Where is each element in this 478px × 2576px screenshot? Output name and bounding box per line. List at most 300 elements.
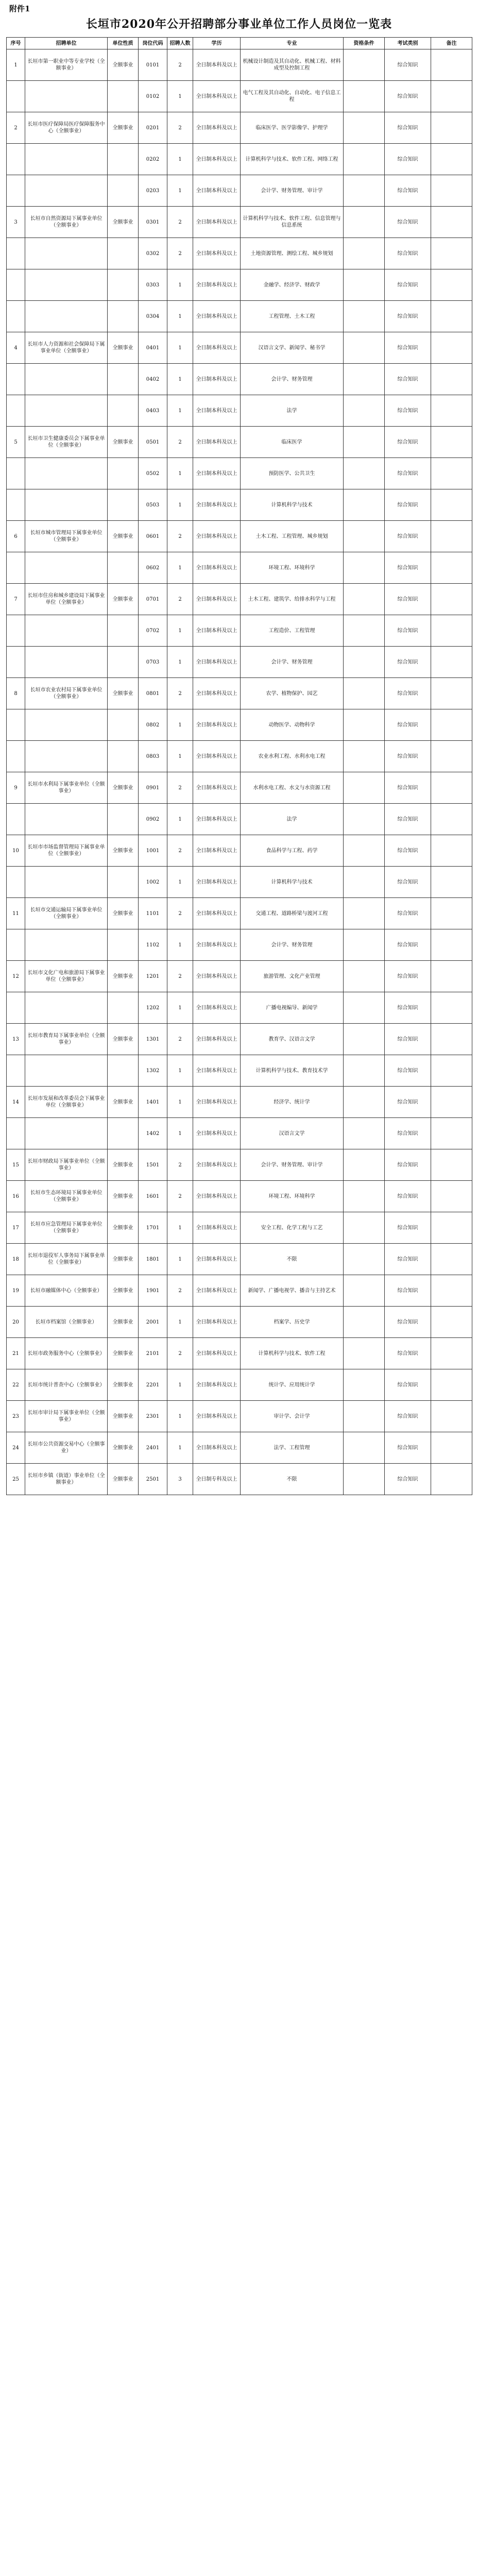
cell-unit: 长垣市政务服务中心（全额事业） xyxy=(25,1338,108,1369)
cell-education: 全日制本科及以上 xyxy=(193,1338,241,1369)
cell-major: 会计学、财务管理、审计学 xyxy=(241,1149,344,1181)
cell-code: 0401 xyxy=(139,332,167,364)
cell-education: 全日制本科及以上 xyxy=(193,1087,241,1118)
cell-education: 全日制本科及以上 xyxy=(193,1212,241,1244)
cell-exam: 综合知识 xyxy=(385,1118,431,1149)
table-row xyxy=(7,1464,472,1495)
cell-remark xyxy=(431,521,472,552)
cell-nature: 全额事业 xyxy=(108,1212,139,1244)
cell-index xyxy=(7,1118,25,1149)
cell-education: 全日制本科及以上 xyxy=(193,269,241,301)
table-row xyxy=(7,741,472,772)
table-row xyxy=(7,898,472,929)
cell-code: 0402 xyxy=(139,364,167,395)
table-row xyxy=(7,521,472,552)
cell-qualification xyxy=(344,1024,385,1055)
cell-nature xyxy=(108,867,139,898)
cell-major: 土木工程、工程管理、城乡规划 xyxy=(241,521,344,552)
cell-count: 1 xyxy=(167,929,193,961)
cell-count: 2 xyxy=(167,427,193,458)
cell-count: 1 xyxy=(167,364,193,395)
cell-unit xyxy=(25,552,108,584)
cell-unit: 长垣市审计局下属事业单位（全额事业） xyxy=(25,1401,108,1432)
cell-major: 汉语言文学 xyxy=(241,1118,344,1149)
cell-major: 预防医学、公共卫生 xyxy=(241,458,344,489)
cell-qualification xyxy=(344,1212,385,1244)
table-row xyxy=(7,1212,472,1244)
cell-unit: 长垣市第一职业中等专业学校（全额事业） xyxy=(25,49,108,81)
cell-nature: 全额事业 xyxy=(108,1024,139,1055)
cell-nature: 全额事业 xyxy=(108,1369,139,1401)
appendix-label: 附件1 xyxy=(9,4,30,13)
cell-count: 1 xyxy=(167,647,193,678)
cell-count: 2 xyxy=(167,961,193,992)
cell-remark xyxy=(431,867,472,898)
cell-remark xyxy=(431,1087,472,1118)
cell-exam: 综合知识 xyxy=(385,835,431,867)
cell-nature: 全额事业 xyxy=(108,112,139,144)
cell-major: 会计学、财务管理 xyxy=(241,364,344,395)
cell-count: 1 xyxy=(167,395,193,427)
cell-count: 1 xyxy=(167,709,193,741)
cell-major: 工程管理、土木工程 xyxy=(241,301,344,332)
cell-exam: 综合知识 xyxy=(385,804,431,835)
cell-education: 全日制本科及以上 xyxy=(193,678,241,709)
cell-education: 全日制本科及以上 xyxy=(193,332,241,364)
cell-index: 10 xyxy=(7,835,25,867)
cell-qualification xyxy=(344,1338,385,1369)
cell-qualification xyxy=(344,647,385,678)
cell-nature xyxy=(108,144,139,175)
cell-exam: 综合知识 xyxy=(385,772,431,804)
cell-code: 0202 xyxy=(139,144,167,175)
cell-qualification xyxy=(344,1244,385,1275)
cell-index: 9 xyxy=(7,772,25,804)
cell-unit xyxy=(25,1118,108,1149)
cell-remark xyxy=(431,112,472,144)
cell-count: 2 xyxy=(167,238,193,269)
cell-major: 临床医学、医学影像学、护理学 xyxy=(241,112,344,144)
cell-unit: 长垣市文化广电和旅游局下属事业单位（全额事业） xyxy=(25,961,108,992)
cell-unit xyxy=(25,269,108,301)
table-row xyxy=(7,961,472,992)
cell-remark xyxy=(431,992,472,1024)
cell-code: 0703 xyxy=(139,647,167,678)
cell-count: 1 xyxy=(167,1432,193,1464)
cell-index: 8 xyxy=(7,678,25,709)
cell-major: 教育学、汉语言文学 xyxy=(241,1024,344,1055)
cell-remark xyxy=(431,395,472,427)
cell-exam: 综合知识 xyxy=(385,207,431,238)
cell-index xyxy=(7,1055,25,1087)
cell-code: 0302 xyxy=(139,238,167,269)
cell-count: 1 xyxy=(167,1369,193,1401)
cell-count: 2 xyxy=(167,1275,193,1307)
cell-exam: 综合知识 xyxy=(385,1087,431,1118)
cell-education: 全日制本科及以上 xyxy=(193,804,241,835)
cell-major: 工程造价、工程管理 xyxy=(241,615,344,647)
cell-qualification xyxy=(344,804,385,835)
cell-education: 全日制本科及以上 xyxy=(193,1369,241,1401)
cell-remark xyxy=(431,301,472,332)
cell-code: 2301 xyxy=(139,1401,167,1432)
cell-code: 0503 xyxy=(139,489,167,521)
cell-nature: 全额事业 xyxy=(108,332,139,364)
cell-education: 全日制本科及以上 xyxy=(193,1149,241,1181)
cell-nature: 全额事业 xyxy=(108,427,139,458)
cell-major: 安全工程、化学工程与工艺 xyxy=(241,1212,344,1244)
table-row xyxy=(7,1024,472,1055)
cell-code: 2501 xyxy=(139,1464,167,1495)
cell-education: 全日制本科及以上 xyxy=(193,929,241,961)
cell-exam: 综合知识 xyxy=(385,1307,431,1338)
cell-nature xyxy=(108,709,139,741)
cell-exam: 综合知识 xyxy=(385,144,431,175)
cell-index: 12 xyxy=(7,961,25,992)
cell-education: 全日制本科及以上 xyxy=(193,1181,241,1212)
cell-qualification xyxy=(344,1181,385,1212)
cell-index xyxy=(7,269,25,301)
cell-remark xyxy=(431,1055,472,1087)
cell-remark xyxy=(431,1369,472,1401)
cell-count: 1 xyxy=(167,1212,193,1244)
cell-education: 全日制本科及以上 xyxy=(193,81,241,112)
cell-index xyxy=(7,144,25,175)
cell-code: 1101 xyxy=(139,898,167,929)
table-row xyxy=(7,804,472,835)
cell-count: 1 xyxy=(167,1401,193,1432)
table-row xyxy=(7,992,472,1024)
cell-unit: 长垣市档案馆（全额事业） xyxy=(25,1307,108,1338)
cell-education: 全日制本科及以上 xyxy=(193,961,241,992)
cell-major: 金融学、经济学、财政学 xyxy=(241,269,344,301)
cell-index xyxy=(7,867,25,898)
cell-count: 1 xyxy=(167,1118,193,1149)
cell-count: 1 xyxy=(167,81,193,112)
table-row xyxy=(7,301,472,332)
cell-index: 18 xyxy=(7,1244,25,1275)
table-row xyxy=(7,1432,472,1464)
cell-remark xyxy=(431,458,472,489)
cell-exam: 综合知识 xyxy=(385,929,431,961)
cell-unit xyxy=(25,709,108,741)
cell-remark xyxy=(431,1118,472,1149)
cell-nature xyxy=(108,647,139,678)
cell-index: 4 xyxy=(7,332,25,364)
cell-index xyxy=(7,615,25,647)
cell-exam: 综合知识 xyxy=(385,458,431,489)
cell-exam: 综合知识 xyxy=(385,552,431,584)
cell-code: 1501 xyxy=(139,1149,167,1181)
cell-index: 25 xyxy=(7,1464,25,1495)
cell-unit: 长垣市退役军人事务局下属事业单位（全额事业） xyxy=(25,1244,108,1275)
cell-exam: 综合知识 xyxy=(385,709,431,741)
cell-exam: 综合知识 xyxy=(385,1244,431,1275)
cell-qualification xyxy=(344,741,385,772)
cell-nature: 全额事业 xyxy=(108,1464,139,1495)
cell-major: 广播电视编导、新闻学 xyxy=(241,992,344,1024)
cell-exam: 综合知识 xyxy=(385,395,431,427)
cell-qualification xyxy=(344,929,385,961)
cell-unit xyxy=(25,238,108,269)
cell-remark xyxy=(431,1275,472,1307)
cell-count: 2 xyxy=(167,1338,193,1369)
cell-nature: 全额事业 xyxy=(108,772,139,804)
cell-exam: 综合知识 xyxy=(385,961,431,992)
cell-qualification xyxy=(344,678,385,709)
cell-code: 0304 xyxy=(139,301,167,332)
cell-nature xyxy=(108,804,139,835)
cell-education: 全日制本科及以上 xyxy=(193,238,241,269)
cell-qualification xyxy=(344,301,385,332)
cell-nature: 全额事业 xyxy=(108,835,139,867)
cell-qualification xyxy=(344,1055,385,1087)
cell-qualification xyxy=(344,427,385,458)
cell-count: 1 xyxy=(167,804,193,835)
cell-nature xyxy=(108,489,139,521)
cell-nature xyxy=(108,301,139,332)
cell-major: 环境工程、环境科学 xyxy=(241,1181,344,1212)
table-row xyxy=(7,1118,472,1149)
cell-education: 全日制本科及以上 xyxy=(193,1118,241,1149)
cell-major: 水利水电工程、水文与水资源工程 xyxy=(241,772,344,804)
cell-qualification xyxy=(344,144,385,175)
cell-index xyxy=(7,395,25,427)
cell-major: 汉语言文学、新闻学、秘书学 xyxy=(241,332,344,364)
table-row xyxy=(7,678,472,709)
table-row xyxy=(7,364,472,395)
cell-code: 0803 xyxy=(139,741,167,772)
table-body xyxy=(7,49,472,1495)
cell-count: 2 xyxy=(167,584,193,615)
cell-qualification xyxy=(344,364,385,395)
cell-code: 0602 xyxy=(139,552,167,584)
cell-education: 全日制本科及以上 xyxy=(193,867,241,898)
cell-index xyxy=(7,552,25,584)
cell-count: 1 xyxy=(167,1307,193,1338)
cell-remark xyxy=(431,1338,472,1369)
cell-qualification xyxy=(344,489,385,521)
cell-qualification xyxy=(344,1432,385,1464)
col-header-count: 招聘人数 xyxy=(167,38,193,49)
cell-unit xyxy=(25,867,108,898)
cell-nature xyxy=(108,269,139,301)
cell-major: 新闻学、广播电视学、播音与主持艺术 xyxy=(241,1275,344,1307)
cell-unit xyxy=(25,301,108,332)
cell-unit: 长垣市城市管理局下属事业单位（全额事业） xyxy=(25,521,108,552)
cell-education: 全日制专科及以上 xyxy=(193,1464,241,1495)
cell-qualification xyxy=(344,207,385,238)
cell-qualification xyxy=(344,961,385,992)
cell-index: 2 xyxy=(7,112,25,144)
cell-code: 2401 xyxy=(139,1432,167,1464)
cell-major: 审计学、会计学 xyxy=(241,1401,344,1432)
cell-remark xyxy=(431,1401,472,1432)
cell-exam: 综合知识 xyxy=(385,1212,431,1244)
cell-exam: 综合知识 xyxy=(385,427,431,458)
cell-education: 全日制本科及以上 xyxy=(193,552,241,584)
cell-unit xyxy=(25,458,108,489)
cell-index: 21 xyxy=(7,1338,25,1369)
cell-unit xyxy=(25,992,108,1024)
cell-nature xyxy=(108,1118,139,1149)
cell-exam: 综合知识 xyxy=(385,332,431,364)
table-row xyxy=(7,1369,472,1401)
cell-major: 计算机科学与技术 xyxy=(241,489,344,521)
cell-qualification xyxy=(344,112,385,144)
header-row xyxy=(7,38,472,49)
cell-major: 土木工程、建筑学、给排水科学与工程 xyxy=(241,584,344,615)
cell-unit: 长垣市自然资源局下属事业单位（全额事业） xyxy=(25,207,108,238)
cell-count: 1 xyxy=(167,144,193,175)
cell-remark xyxy=(431,81,472,112)
cell-code: 0203 xyxy=(139,175,167,207)
cell-unit: 长垣市交通运输局下属事业单位（全额事业） xyxy=(25,898,108,929)
cell-code: 1701 xyxy=(139,1212,167,1244)
cell-remark xyxy=(431,364,472,395)
cell-code: 0303 xyxy=(139,269,167,301)
table-row xyxy=(7,81,472,112)
cell-remark xyxy=(431,709,472,741)
cell-education: 全日制本科及以上 xyxy=(193,112,241,144)
table-row xyxy=(7,458,472,489)
cell-nature: 全额事业 xyxy=(108,678,139,709)
cell-major: 不限 xyxy=(241,1244,344,1275)
table-row xyxy=(7,772,472,804)
col-header-code: 岗位代码 xyxy=(139,38,167,49)
cell-nature: 全额事业 xyxy=(108,961,139,992)
cell-count: 2 xyxy=(167,898,193,929)
table-row xyxy=(7,1055,472,1087)
cell-index xyxy=(7,364,25,395)
cell-education: 全日制本科及以上 xyxy=(193,301,241,332)
cell-unit xyxy=(25,1055,108,1087)
cell-education: 全日制本科及以上 xyxy=(193,1055,241,1087)
cell-index xyxy=(7,741,25,772)
cell-major: 计算机科学与技术、软件工程 xyxy=(241,1338,344,1369)
cell-unit xyxy=(25,144,108,175)
cell-code: 2201 xyxy=(139,1369,167,1401)
cell-exam: 综合知识 xyxy=(385,615,431,647)
col-header-exam: 考试类别 xyxy=(385,38,431,49)
cell-index xyxy=(7,458,25,489)
cell-education: 全日制本科及以上 xyxy=(193,458,241,489)
cell-nature xyxy=(108,615,139,647)
cell-count: 1 xyxy=(167,489,193,521)
cell-remark xyxy=(431,238,472,269)
cell-count: 2 xyxy=(167,521,193,552)
cell-exam: 综合知识 xyxy=(385,647,431,678)
cell-major: 旅游管理、文化产业管理 xyxy=(241,961,344,992)
cell-education: 全日制本科及以上 xyxy=(193,647,241,678)
cell-nature: 全额事业 xyxy=(108,898,139,929)
cell-index: 16 xyxy=(7,1181,25,1212)
cell-remark xyxy=(431,678,472,709)
cell-code: 0403 xyxy=(139,395,167,427)
cell-unit: 长垣市公共资源交易中心（全额事业） xyxy=(25,1432,108,1464)
cell-qualification xyxy=(344,584,385,615)
cell-major: 档案学、历史学 xyxy=(241,1307,344,1338)
table-row xyxy=(7,552,472,584)
table-row xyxy=(7,1181,472,1212)
cell-education: 全日制本科及以上 xyxy=(193,1401,241,1432)
cell-exam: 综合知识 xyxy=(385,1024,431,1055)
cell-education: 全日制本科及以上 xyxy=(193,772,241,804)
cell-code: 1402 xyxy=(139,1118,167,1149)
cell-qualification xyxy=(344,1464,385,1495)
cell-unit: 长垣市住房和城乡建设局下属事业单位（全额事业） xyxy=(25,584,108,615)
cell-education: 全日制本科及以上 xyxy=(193,1244,241,1275)
cell-count: 1 xyxy=(167,552,193,584)
cell-qualification xyxy=(344,238,385,269)
cell-major: 法学、工程管理 xyxy=(241,1432,344,1464)
cell-count: 1 xyxy=(167,1055,193,1087)
cell-exam: 综合知识 xyxy=(385,584,431,615)
cell-major: 动物医学、动物科学 xyxy=(241,709,344,741)
cell-education: 全日制本科及以上 xyxy=(193,364,241,395)
positions-table-container xyxy=(6,37,472,2576)
table-row xyxy=(7,49,472,81)
cell-qualification xyxy=(344,458,385,489)
cell-major: 环境工程、环境科学 xyxy=(241,552,344,584)
cell-nature: 全额事业 xyxy=(108,584,139,615)
table-row xyxy=(7,144,472,175)
cell-education: 全日制本科及以上 xyxy=(193,992,241,1024)
cell-exam: 综合知识 xyxy=(385,81,431,112)
cell-index: 13 xyxy=(7,1024,25,1055)
table-row xyxy=(7,647,472,678)
cell-qualification xyxy=(344,395,385,427)
cell-major: 会计学、财务管理 xyxy=(241,647,344,678)
cell-nature xyxy=(108,395,139,427)
cell-qualification xyxy=(344,1401,385,1432)
cell-education: 全日制本科及以上 xyxy=(193,1432,241,1464)
cell-unit: 长垣市市场监督管理局下属事业单位（全额事业） xyxy=(25,835,108,867)
cell-code: 1601 xyxy=(139,1181,167,1212)
cell-education: 全日制本科及以上 xyxy=(193,615,241,647)
cell-major: 计算机科学与技术、软件工程、网络工程 xyxy=(241,144,344,175)
cell-qualification xyxy=(344,867,385,898)
cell-remark xyxy=(431,1244,472,1275)
cell-education: 全日制本科及以上 xyxy=(193,207,241,238)
cell-index xyxy=(7,238,25,269)
cell-nature: 全额事业 xyxy=(108,1401,139,1432)
cell-exam: 综合知识 xyxy=(385,238,431,269)
cell-remark xyxy=(431,332,472,364)
cell-unit: 长垣市应急管理局下属事业单位（全额事业） xyxy=(25,1212,108,1244)
cell-education: 全日制本科及以上 xyxy=(193,521,241,552)
cell-remark xyxy=(431,144,472,175)
cell-major: 计算机科学与技术、教育技术学 xyxy=(241,1055,344,1087)
cell-major: 会计学、财务管理 xyxy=(241,929,344,961)
cell-major: 会计学、财务管理、审计学 xyxy=(241,175,344,207)
cell-exam: 综合知识 xyxy=(385,489,431,521)
cell-major: 经济学、统计学 xyxy=(241,1087,344,1118)
cell-nature xyxy=(108,741,139,772)
cell-nature: 全额事业 xyxy=(108,1181,139,1212)
cell-education: 全日制本科及以上 xyxy=(193,489,241,521)
cell-education: 全日制本科及以上 xyxy=(193,427,241,458)
table-row xyxy=(7,584,472,615)
cell-count: 2 xyxy=(167,678,193,709)
cell-count: 1 xyxy=(167,269,193,301)
col-header-index: 序号 xyxy=(7,38,25,49)
cell-qualification xyxy=(344,552,385,584)
cell-nature xyxy=(108,929,139,961)
cell-index xyxy=(7,647,25,678)
cell-nature xyxy=(108,364,139,395)
cell-exam: 综合知识 xyxy=(385,1055,431,1087)
